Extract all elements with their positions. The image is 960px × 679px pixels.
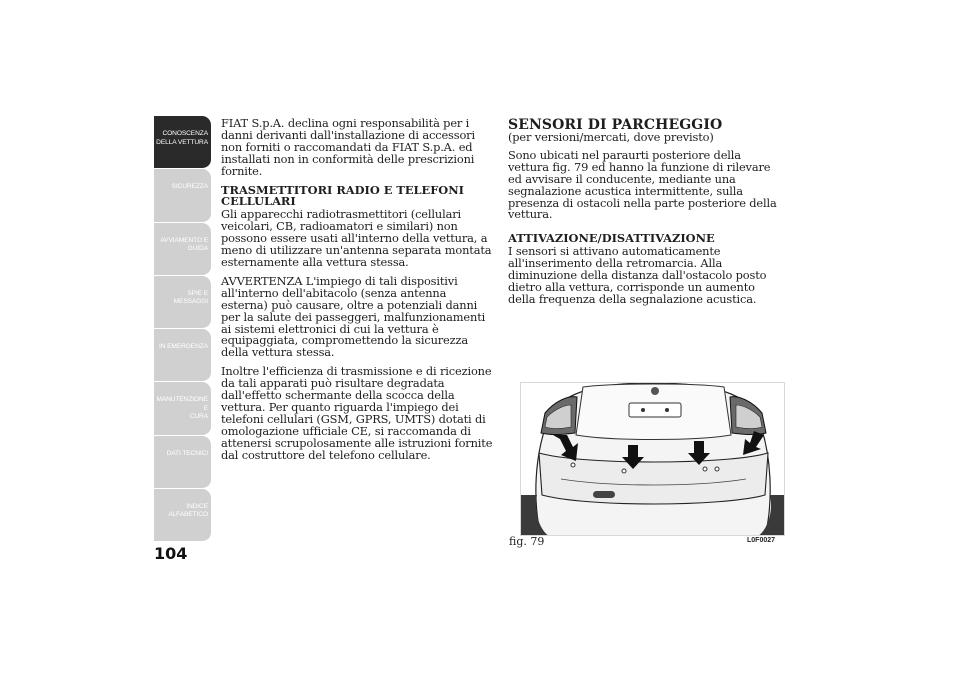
paragraph-attivazione: I sensori si attivano automaticamente all'inserimento della retromarcia. Alla diminuzione della distanza dall'ostacolo posto dietro alla vettura, corrisponde un aumento della frequenza della segnalazione acustica. xyxy=(508,244,767,306)
tab-sicurezza[interactable]: SICUREZZA xyxy=(154,169,211,222)
section-subtitle: (per versioni/mercati, dove previsto) xyxy=(508,130,714,144)
tab-dati-tecnici[interactable]: DATI TECNICI xyxy=(154,436,211,489)
paragraph-radiotrasmettitori: Gli apparecchi radiotrasmettitori (cellulari veicolari, CB, radioamatori e similari) non possono essere usati all'interno della vettura, a meno di utilizzare un'antenna separata montata esternamente alla vettura stessa. xyxy=(221,207,492,269)
paragraph-sensori: Sono ubicati nel paraurti posteriore della vettura fig. 79 ed hanno la funzione di rilevare ed avvisare il conducente, mediante una segnalazione acustica intermittente, sulla presenza di ostacoli nella parte posteriore della vettura. xyxy=(508,147,777,222)
tab-spie-e-messaggi[interactable]: SPIE E MESSAGGI xyxy=(154,276,211,329)
figure-code: L0F0027 xyxy=(747,537,776,544)
figure-parking-sensors xyxy=(520,382,785,536)
tab-conoscenza-della-vettura[interactable]: CONOSCENZA DELLA VETTURA xyxy=(154,116,211,169)
figure-caption: fig. 79 xyxy=(509,535,545,548)
tab-avviamento-e-guida[interactable]: AVVIAMENTO E GUIDA xyxy=(154,223,211,276)
section-heading-trasmettitori: TRASMETTITORI RADIO E TELEFONI CELLULARI xyxy=(221,182,464,209)
tab-indice-alfabetico[interactable]: INDICE ALFABETICO xyxy=(154,489,211,542)
chapter-tabs xyxy=(154,116,211,542)
car-rear-illustration xyxy=(521,383,785,536)
right-column xyxy=(508,118,783,313)
section-heading-attivazione: ATTIVAZIONE/DISATTIVAZIONE xyxy=(508,231,715,246)
disclaimer-paragraph: FIAT S.p.A. declina ogni responsabilità per i danni derivanti dall'installazione di accessori non forniti o raccomandati da FIAT S.p.A. ed installati non in conformità delle prescrizioni fornite. xyxy=(221,116,475,178)
page-number: 104 xyxy=(154,544,188,563)
tab-manutenzione-e-cura[interactable]: MANUTENZIONE E CURA xyxy=(154,382,211,435)
paragraph-efficienza: Inoltre l'efficienza di trasmissione e di ricezione da tali apparati può risultare degradata dall'effetto schermante della scocca della vettura. Per quanto riguarda l'impiego dei telefoni cellulari (GSM, GPRS, UMTS) dotati di omologazione ufficiale CE, si raccomanda di attenersi scrupolosamente alle istruzioni fornite dal costruttore del telefono cellulare. xyxy=(221,364,493,462)
left-column xyxy=(221,118,496,468)
section-title-sensori: SENSORI DI PARCHEGGIO xyxy=(508,117,723,133)
paragraph-avvertenza: AVVERTENZA L'impiego di tali dispositivi all'interno dell'abitacolo (senza antenna esterna) può causare, oltre a potenziali danni per la salute dei passeggeri, malfunzionamenti ai sistemi elettronici di cui la vettura è equipaggiata, compromettendo la sicurezza della vettura stessa. xyxy=(221,273,486,360)
tab-in-emergenza[interactable]: IN EMERGENZA xyxy=(154,329,211,382)
